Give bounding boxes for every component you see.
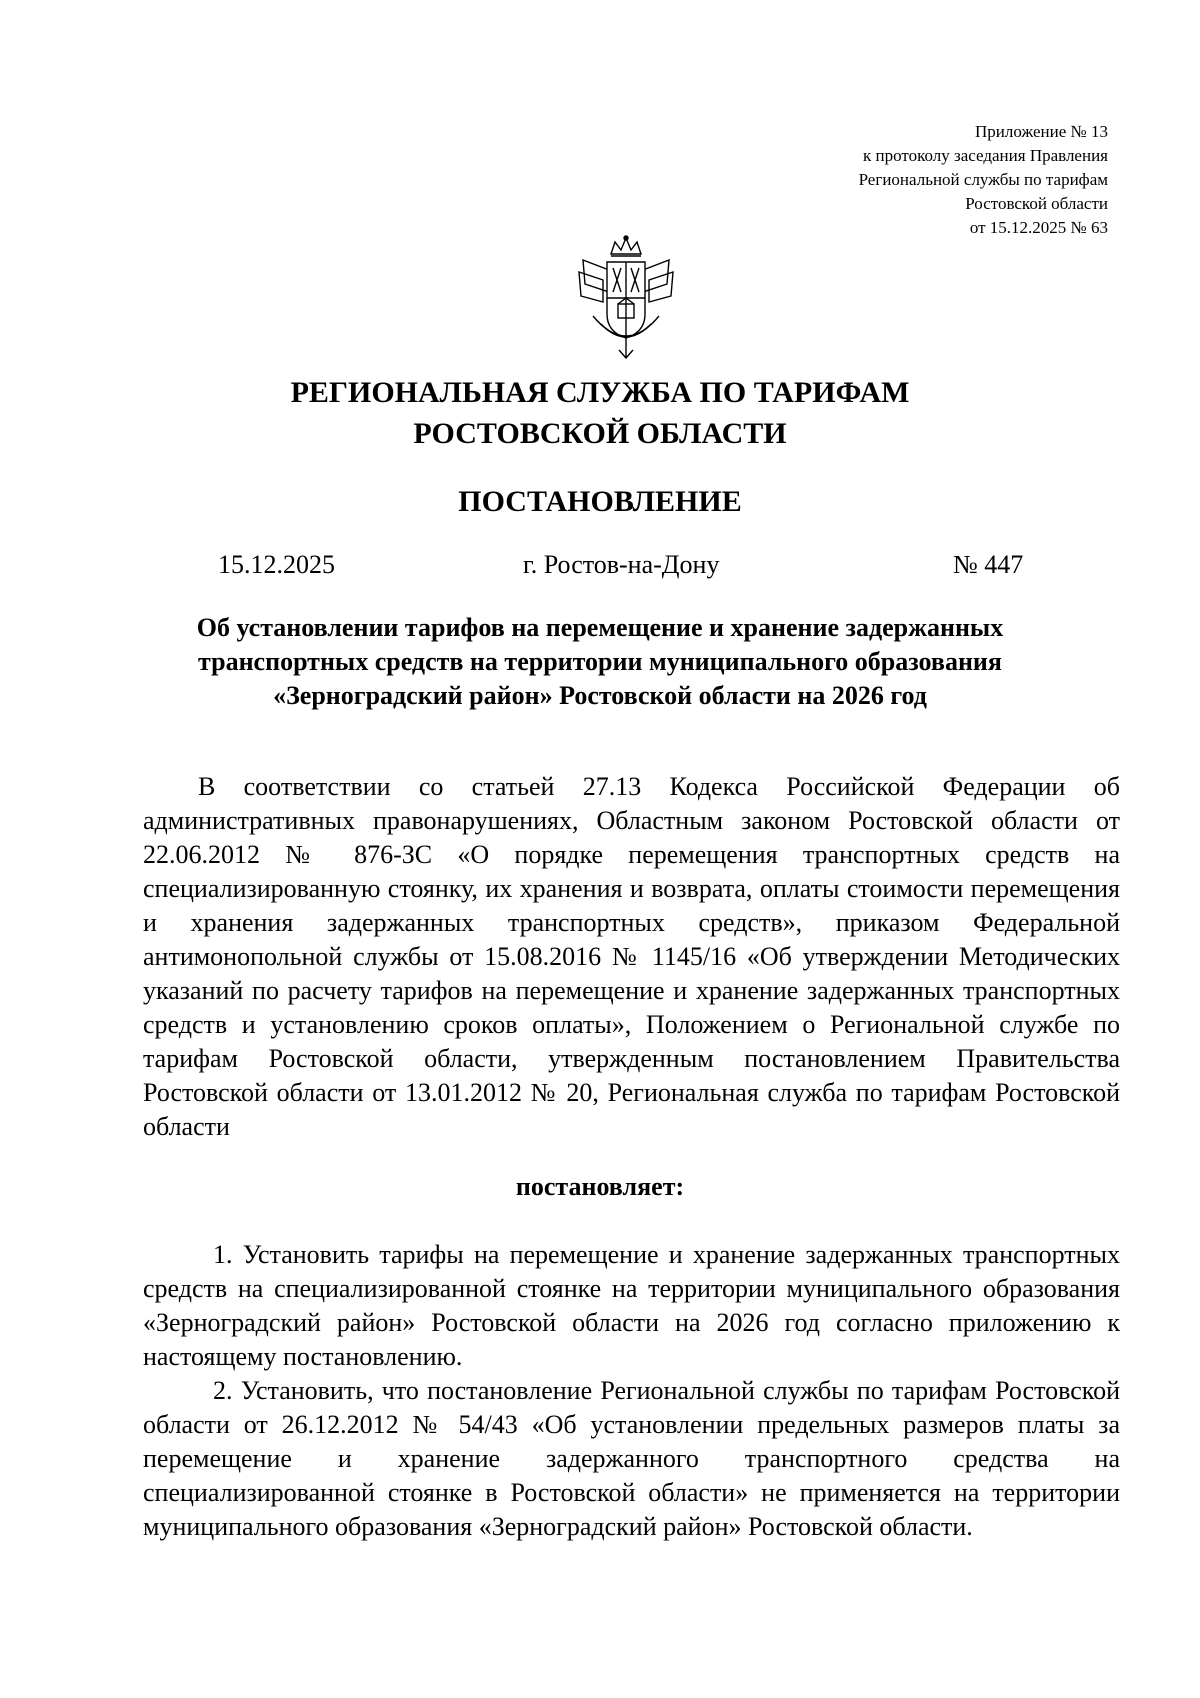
resolution-item: 2. Установить, что постановление Региональной службы по тарифам Ростовской области от 26.12.2012 № 54/43 «Об установлении предельных размеров платы за перемещение и хранение задержанного транспортного средства на специализированной стоянке в Ростовской области» не применяется на территории муниципального образования «Зерноградский район» Ростовской области. bbox=[143, 1376, 1120, 1541]
subject-line: транспортных средств на территории муниципального образования bbox=[198, 647, 1002, 676]
preamble-paragraph: В соответствии со статьей 27.13 Кодекса Российской Федерации об административных правонарушениях, Областным законом Ростовской области от 22.06.2012 № 876-ЗС «О порядке перемещения транспортных средств на специализированную стоянку, их хранения и возврата, оплаты стоимости перемещения и хранения задержанных транспортных средств», приказом Федеральной антимонопольной службы от 15.08.2016 № 1145/16 «Об утверждении Методических указаний по расчету тарифов на перемещение и хранение задержанных транспортных средств и установлению сроков оплаты», Положением о Региональной службе по тарифам Ростовской области, утвержденным постановлением Правительства Ростовской области от 13.01.2012 № 20, Региональная служба по тарифам Ростовской области bbox=[143, 772, 1120, 1141]
document-number: № 447 bbox=[953, 550, 1024, 579]
document-city: г. Ростов-на-Дону bbox=[523, 550, 720, 579]
subject-line: «Зерноградский район» Ростовской области на 2026 год bbox=[273, 681, 927, 710]
document-type-title: ПОСТАНОВЛЕНИЕ bbox=[458, 485, 742, 518]
resolution-items bbox=[143, 1238, 1120, 1544]
document-subject bbox=[100, 611, 1100, 713]
appendix-line: от 15.12.2025 № 63 bbox=[969, 218, 1108, 237]
appendix-line: к протоколу заседания Правления bbox=[863, 146, 1108, 165]
subject-line: Об установлении тарифов на перемещение и хранение задержанных bbox=[196, 613, 1004, 642]
appendix-line: Приложение № 13 bbox=[975, 122, 1108, 141]
appendix-line: Ростовской области bbox=[965, 194, 1108, 213]
document-date: 15.12.2025 bbox=[218, 550, 335, 579]
resolve-label: постановляет: bbox=[515, 1172, 685, 1201]
preamble-section bbox=[143, 770, 1120, 1144]
coat-of-arms-icon bbox=[573, 232, 679, 362]
appendix-line: Региональной службы по тарифам bbox=[858, 170, 1108, 189]
appendix-note bbox=[728, 120, 1108, 240]
organization-line: РЕГИОНАЛЬНАЯ СЛУЖБА ПО ТАРИФАМ bbox=[290, 376, 910, 409]
resolution-item: 1. Установить тарифы на перемещение и хранение задержанных транспортных средств на специализированной стоянке на территории муниципального образования «Зерноградский район» Ростовской области на 2026 год согласно приложению к настоящему постановлению. bbox=[143, 1240, 1120, 1371]
organization-line: РОСТОВСКОЙ ОБЛАСТИ bbox=[413, 417, 787, 450]
organization-name bbox=[0, 372, 1200, 454]
